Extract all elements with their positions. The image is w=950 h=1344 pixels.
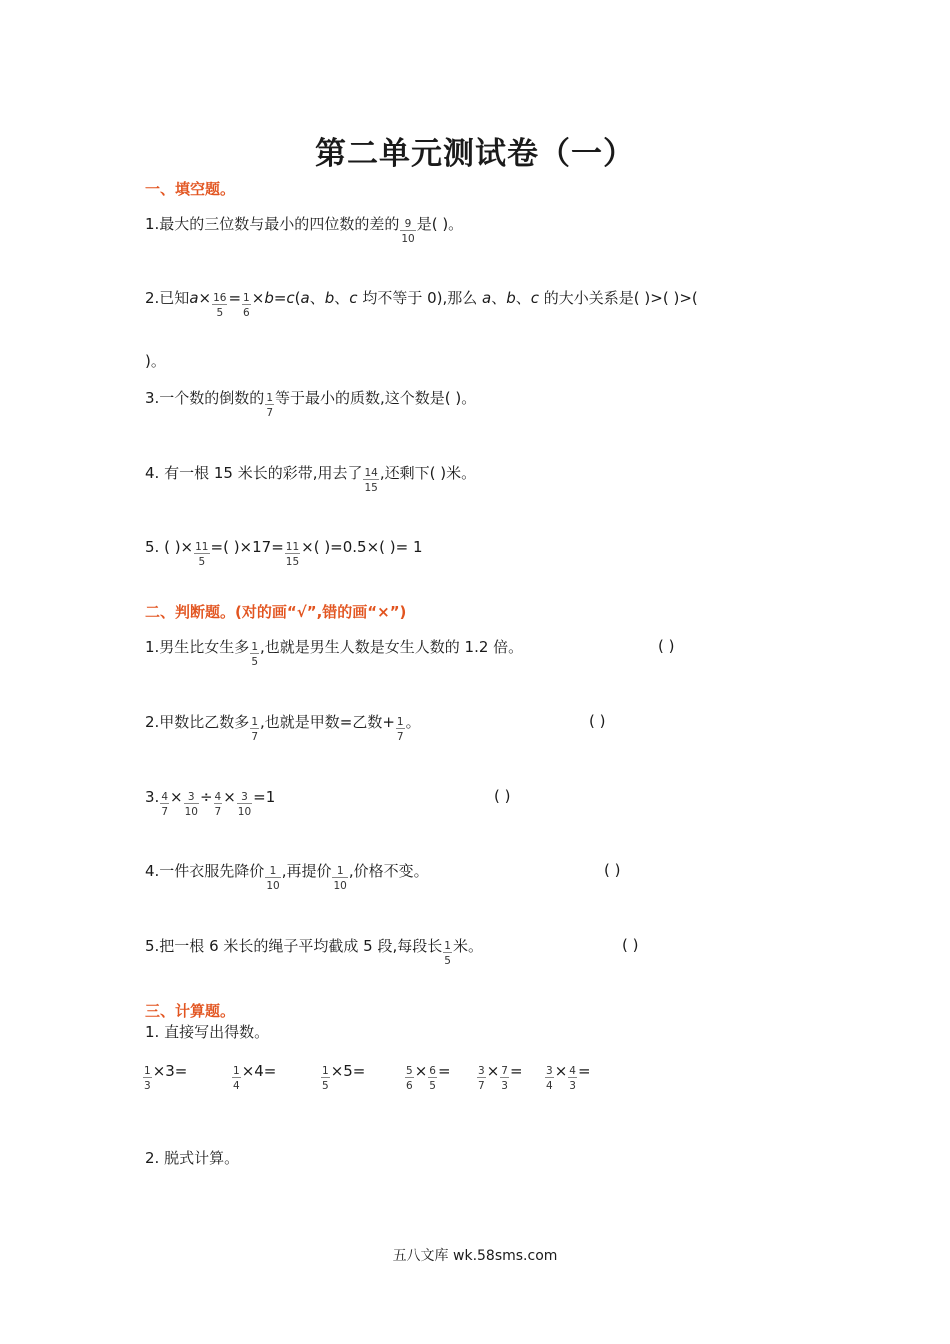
section-1-heading: 一、填空题。 [145,180,236,198]
judge-question-3: 3. $\frac{4}{7}$ × $\frac{3}{10}$ ÷ $\frac{4}{7}$ × $\frac{3}{10}$ =1 [145,788,276,818]
fraction: $\frac{4}{7}$ [161,791,168,818]
calc-item: $\frac{1}{4}$ ×4= [233,1062,277,1092]
fraction: $\frac{1}{10}$ [266,865,280,892]
fraction: $\frac{11}{15}$ [285,541,300,568]
calc-item: $\frac{1}{5}$ ×5= [322,1062,366,1092]
fill-question-4: 4. 有一根 15 米长的彩带,用去了 $\frac{14}{15}$ ,还剩下( )米。 [145,464,477,494]
judge-question-2: 2.甲数比乙数多 $\frac{1}{7}$ ,也就是甲数=乙数+ $\frac{1}{7}$ 。 [145,713,421,743]
calc-item: $\frac{1}{3}$ ×3= [144,1062,188,1092]
calc-sub-heading-2: 2. 脱式计算。 [145,1149,240,1167]
fraction: $\frac{14}{15}$ [364,467,378,494]
calc-item: $\frac{3}{7}$ × $\frac{7}{3}$ = [478,1062,523,1092]
fill-question-3: 3.一个数的倒数的 $\frac{1}{7}$ 等于最小的质数,这个数是( )。 [145,389,477,419]
judge-question-1: 1.男生比女生多 $\frac{1}{5}$ ,也就是男生人数是女生人数的 1.2 倍。 [145,638,524,668]
q-text: 1.最大的三位数与最小的四位数的差的 [145,215,400,233]
section-2-heading: 二、判断题。(对的画“√”,错的画“×”) [145,603,407,621]
fraction: $\frac{3}{10}$ [184,791,198,818]
answer-blank[interactable]: ( ) [589,712,606,730]
fraction: $\frac{3}{10}$ [237,791,252,818]
section-3-heading: 三、计算题。 [145,1002,236,1020]
fraction: $\frac{1}{10}$ [333,865,347,892]
fraction: $\frac{11}{5}$ [195,541,209,568]
fill-question-2: 2.已知a× $\frac{16}{5}$ = $\frac{1}{6}$ ×b=c(a、b、c 均不等于 0),那么 a、b、c 的大小关系是( )>( )>( [145,289,698,319]
page-title: 第二单元测试卷（一） [315,136,635,172]
fraction: $\frac{1}{5}$ [251,641,258,668]
q-text: 是( )。 [416,215,464,233]
fill-question-2-continued: )。 [145,352,166,370]
calc-item: $\frac{5}{6}$ × $\frac{6}{5}$ = [406,1062,451,1092]
answer-blank[interactable]: ( ) [658,637,675,655]
fraction: $\frac{1}{7}$ [266,392,273,419]
judge-question-5: 5.把一根 6 米长的绳子平均截成 5 段,每段长 $\frac{1}{5}$ 米。 [145,937,483,967]
calc-item: $\frac{3}{4}$ × $\frac{4}{3}$ = [546,1062,591,1092]
fraction: $\frac{16}{5}$ [213,292,227,319]
answer-blank[interactable]: ( ) [604,861,621,879]
fill-question-1 [145,214,463,245]
fraction: $\frac{1}{7}$ [396,716,404,743]
fraction: $\frac{9}{10}$ [401,218,415,245]
fraction: $\frac{1}{5}$ [444,940,451,967]
fraction: $\frac{1}{7}$ [251,716,258,743]
answer-blank[interactable]: ( ) [622,936,639,954]
fill-question-5: 5. ( )× $\frac{11}{5}$ =( )×17= $\frac{11}{15}$ ×( )=0.5×( )= 1 [145,538,423,568]
footer-watermark: 五八文库 wk.58sms.com [392,1248,558,1264]
fraction: $\frac{4}{7}$ [214,791,222,818]
fraction: $\frac{1}{6}$ [243,292,250,319]
judge-question-4: 4.一件衣服先降价 $\frac{1}{10}$ ,再提价 $\frac{1}{10}$ ,价格不变。 [145,862,429,892]
calc-sub-heading-1: 1. 直接写出得数。 [145,1023,270,1041]
answer-blank[interactable]: ( ) [494,787,511,805]
